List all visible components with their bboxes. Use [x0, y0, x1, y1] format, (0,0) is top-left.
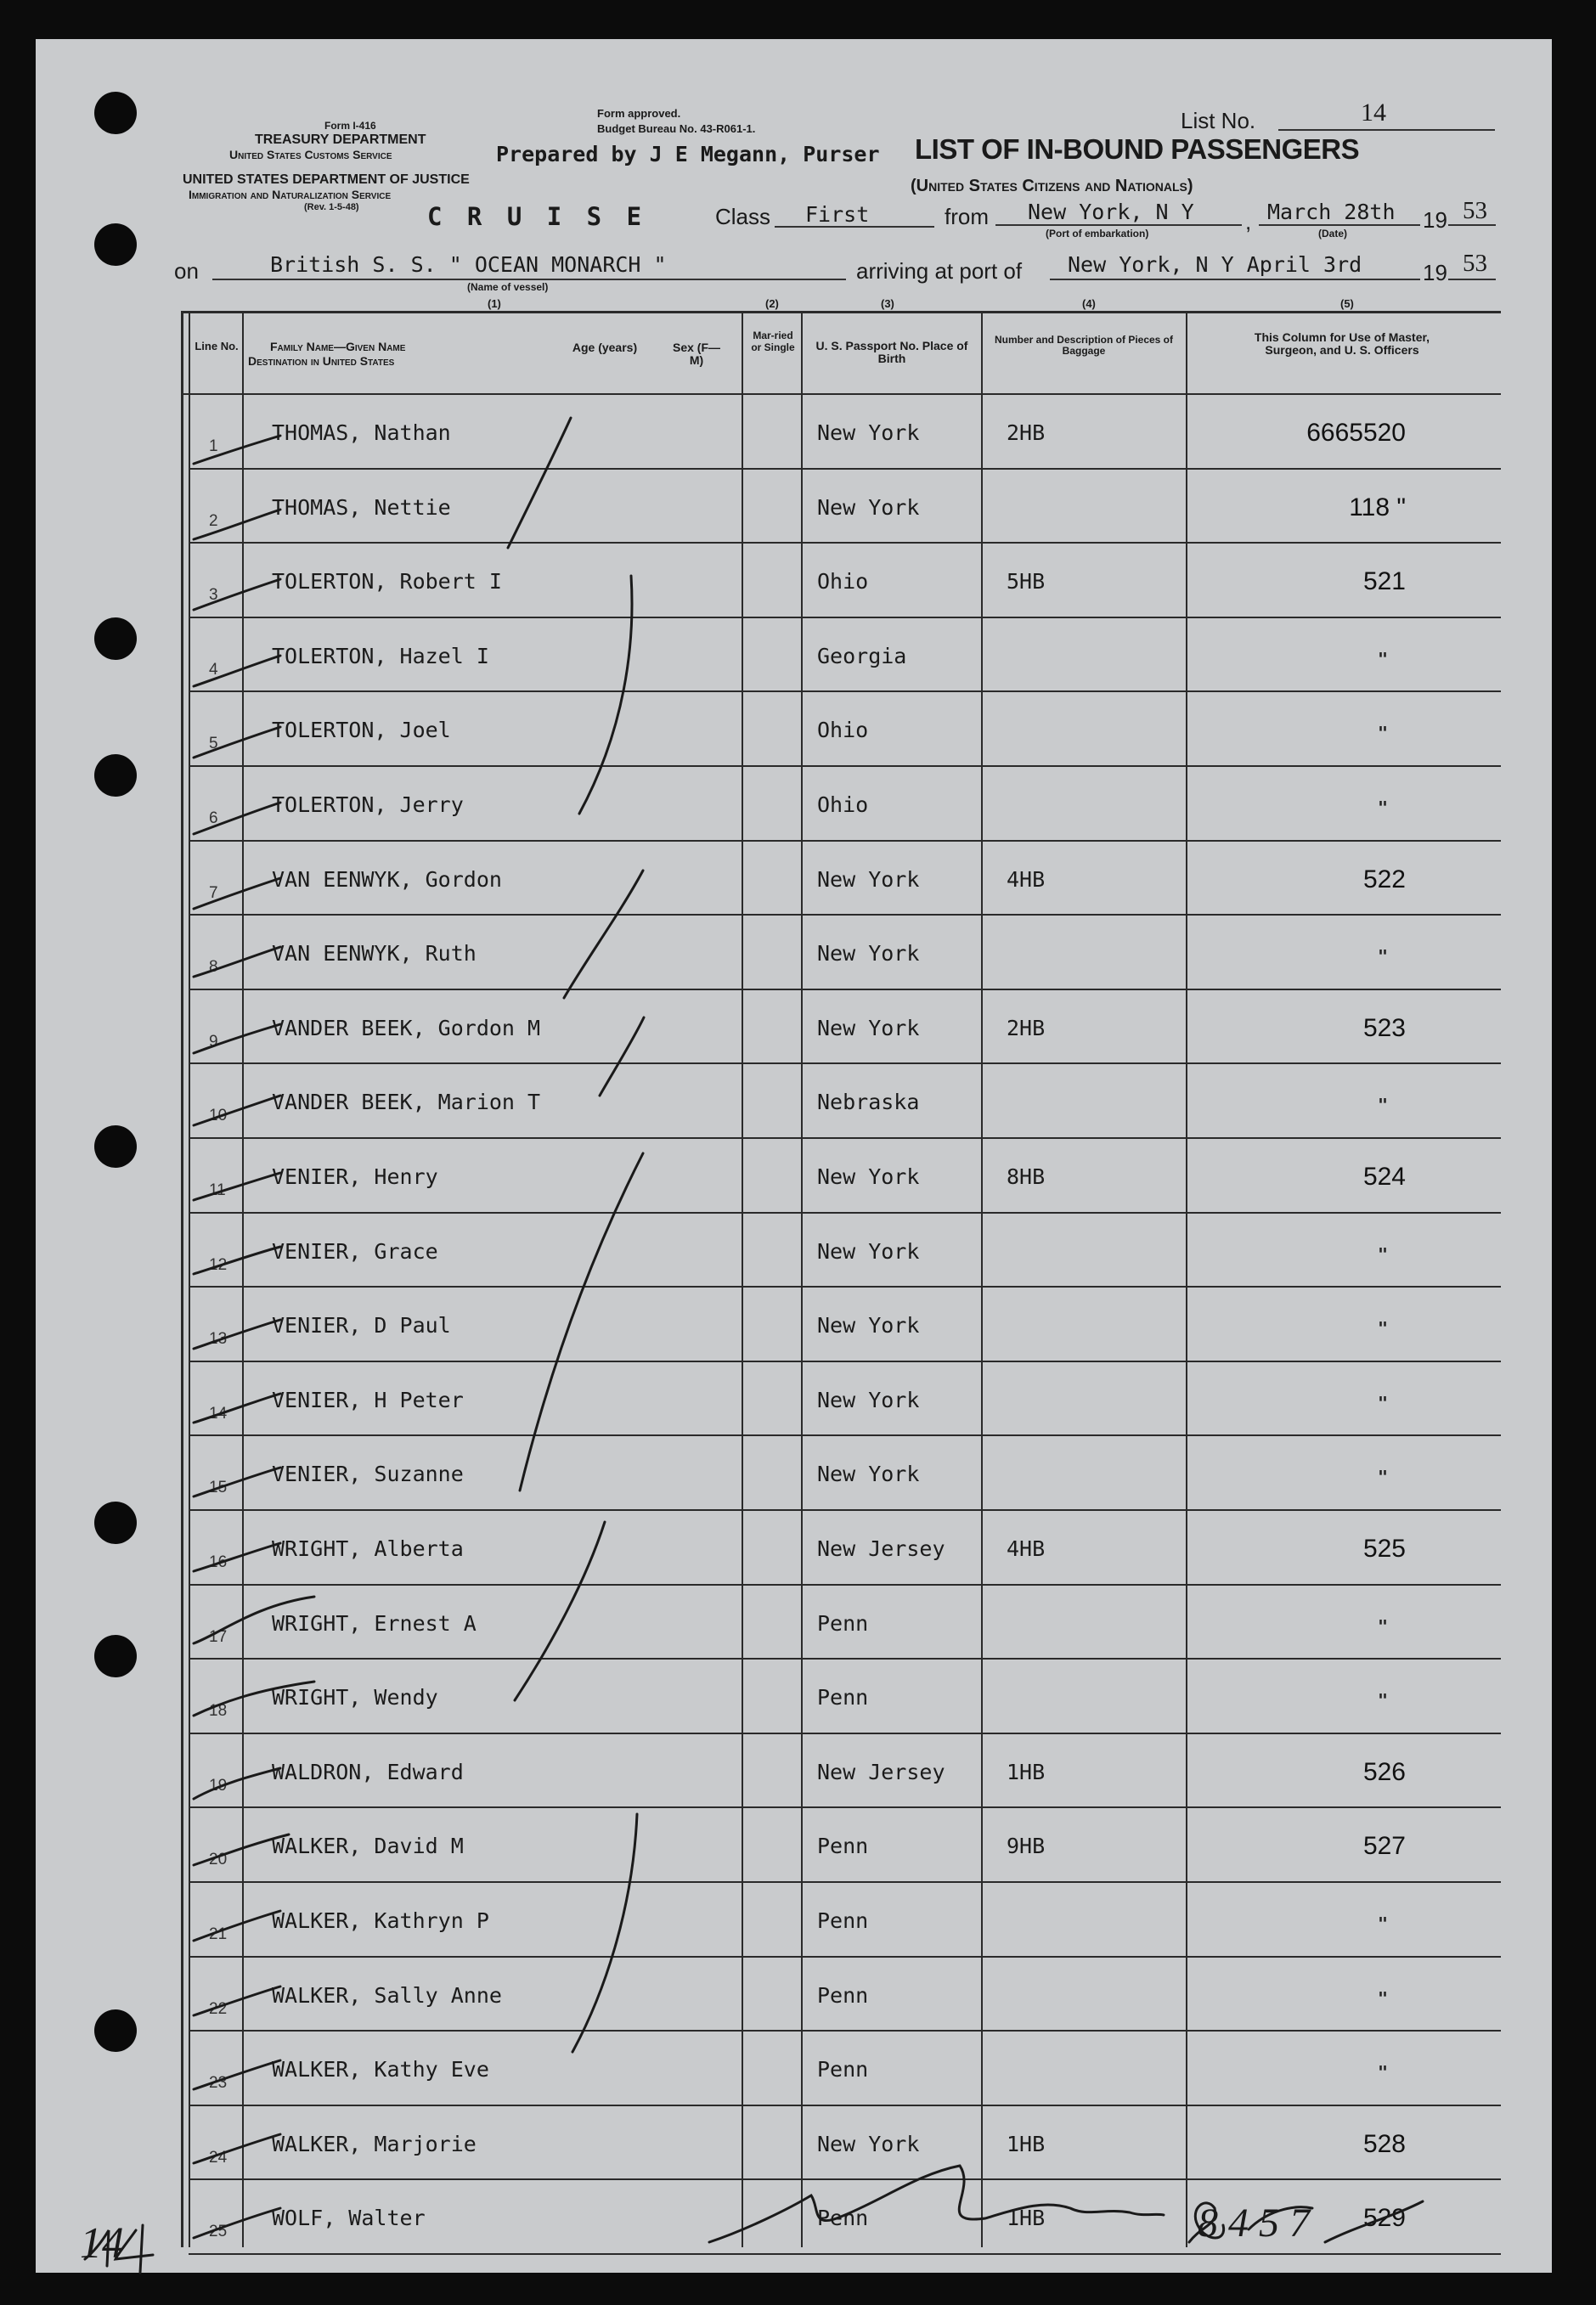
cruise-label: C R U I S E — [427, 202, 647, 231]
line-number: 6 — [209, 809, 218, 827]
year-prefix: 19 — [1423, 207, 1447, 233]
passenger-name: WALDRON, Edward — [272, 1760, 464, 1784]
line-number: 23 — [209, 2074, 228, 2092]
treasury-department: TREASURY DEPARTMENT — [255, 132, 426, 147]
line-number: 25 — [209, 2223, 228, 2240]
line-number: 16 — [209, 1553, 228, 1571]
passenger-name: VENIER, H Peter — [272, 1388, 464, 1412]
vessel-caption: (Name of vessel) — [467, 281, 549, 293]
header-sex: Sex (F—M) — [672, 341, 720, 367]
on-label: on — [174, 258, 199, 284]
prepared-by: Prepared by J E Megann, Purser — [496, 142, 880, 166]
passenger-name: WRIGHT, Ernest A — [272, 1611, 477, 1636]
form-approved: Form approved. — [597, 107, 681, 120]
arrival-port-date: New York, N Y April 3rd — [1068, 252, 1362, 277]
header-married: Mar-ried or Single — [751, 330, 795, 353]
place-of-birth: Nebraska — [817, 1090, 920, 1114]
class-value: First — [805, 202, 870, 227]
baggage-count: 2HB — [1007, 1016, 1046, 1040]
place-of-birth: New York — [817, 495, 920, 520]
line-number: 22 — [209, 2000, 228, 2018]
passenger-name: WRIGHT, Alberta — [272, 1536, 464, 1561]
passenger-name: VENIER, Suzanne — [272, 1462, 464, 1486]
header-officers: This Column for Use of Master, Surgeon, and U. S. Officers — [1254, 330, 1430, 357]
customs-service: United States Customs Service — [229, 148, 392, 161]
place-of-birth: Penn — [817, 1983, 869, 2008]
header-line-no: Line No. — [195, 340, 239, 352]
passenger-name: VAN EENWYK, Gordon — [272, 867, 502, 892]
passenger-name: WALKER, Marjorie — [272, 2132, 477, 2156]
line-number: 1 — [209, 437, 218, 455]
list-number-label: List No. — [1181, 108, 1256, 133]
line-number: 15 — [209, 1479, 228, 1496]
ditto-mark: " — [1378, 1913, 1389, 1934]
place-of-birth: New Jersey — [817, 1760, 945, 1784]
passenger-name: VENIER, D Paul — [272, 1313, 451, 1338]
passenger-name: VENIER, Grace — [272, 1239, 438, 1264]
ditto-mark: " — [1378, 649, 1389, 669]
place-of-birth: Georgia — [817, 644, 907, 668]
ditto-mark: " — [1378, 1616, 1389, 1637]
ditto-mark: " — [1378, 797, 1389, 818]
line-number: 4 — [209, 661, 218, 679]
passenger-name: WRIGHT, Wendy — [272, 1685, 438, 1710]
line-number: 20 — [209, 1851, 228, 1868]
embarkation-port: New York, N Y — [1028, 200, 1194, 224]
header-passport: U. S. Passport No. Place of Birth — [815, 339, 968, 365]
ditto-mark: " — [1378, 1393, 1389, 1413]
ditto-mark: " — [1378, 1095, 1389, 1115]
line-number: 21 — [209, 1925, 228, 1943]
line-number: 5 — [209, 735, 218, 752]
place-of-birth: Penn — [817, 1908, 869, 1933]
port-caption: (Port of embarkation) — [1046, 228, 1149, 240]
form-number: Form I-416 — [324, 120, 376, 132]
line-number: 9 — [209, 1033, 218, 1051]
officer-number: 118 " — [1349, 493, 1406, 521]
line-number: 11 — [209, 1181, 226, 1199]
budget-bureau: Budget Bureau No. 43-R061-1. — [597, 122, 756, 135]
place-of-birth: New York — [817, 2132, 920, 2156]
ins-service: Immigration and Naturalization Service — [189, 188, 392, 201]
officer-number: 529 — [1362, 2204, 1406, 2232]
officer-number: 524 — [1362, 1163, 1406, 1191]
line-number: 24 — [209, 2149, 228, 2167]
ditto-mark: " — [1378, 1318, 1389, 1338]
place-of-birth: New York — [817, 867, 920, 892]
passenger-name: THOMAS, Nathan — [272, 420, 451, 445]
place-of-birth: Penn — [817, 2057, 869, 2082]
line-number: 8 — [209, 958, 218, 976]
baggage-count: 1HB — [1007, 2132, 1046, 2156]
officer-number: 527 — [1362, 1832, 1406, 1860]
arriving-label: arriving at port of — [856, 258, 1023, 284]
baggage-count: 5HB — [1007, 569, 1046, 594]
passenger-name: WOLF, Walter — [272, 2206, 426, 2230]
place-of-birth: Ohio — [817, 792, 869, 817]
embarkation-date: March 28th — [1267, 200, 1396, 224]
baggage-count: 4HB — [1007, 1536, 1046, 1561]
line-number: 10 — [209, 1107, 228, 1124]
column-number-4: (4) — [1082, 297, 1096, 310]
margin-note: 14 — [80, 2219, 124, 2268]
line-number: 17 — [209, 1628, 228, 1646]
ditto-mark: " — [1378, 1244, 1389, 1265]
baggage-count: 4HB — [1007, 867, 1046, 892]
header-baggage: Number and Description of Pieces of Baggage — [994, 334, 1174, 357]
place-of-birth: New York — [817, 1239, 920, 1264]
place-of-birth: New York — [817, 941, 920, 966]
ditto-mark: " — [1378, 2062, 1389, 2082]
revision: (Rev. 1-5-48) — [304, 202, 359, 212]
place-of-birth: New York — [817, 1462, 920, 1486]
place-of-birth: Ohio — [817, 569, 869, 594]
line-number: 2 — [209, 512, 218, 530]
passenger-name: VANDER BEEK, Gordon M — [272, 1016, 541, 1040]
baggage-count: 1HB — [1007, 1760, 1046, 1784]
place-of-birth: Penn — [817, 1685, 869, 1710]
header-age: Age (years) — [572, 341, 638, 354]
place-of-birth: New York — [817, 1313, 920, 1338]
column-number-2: (2) — [765, 297, 779, 310]
baggage-count: 9HB — [1007, 1834, 1046, 1858]
line-number: 12 — [209, 1256, 228, 1274]
column-number-1: (1) — [488, 297, 501, 310]
column-number-5: (5) — [1340, 297, 1354, 310]
passenger-name: VAN EENWYK, Ruth — [272, 941, 477, 966]
passenger-name: TOLERTON, Jerry — [272, 792, 464, 817]
passenger-name: TOLERTON, Hazel I — [272, 644, 489, 668]
arrival-year: 53 — [1463, 250, 1487, 277]
passenger-name: WALKER, David M — [272, 1834, 464, 1858]
place-of-birth: New York — [817, 1388, 920, 1412]
line-number: 14 — [209, 1405, 228, 1423]
baggage-count: 2HB — [1007, 420, 1046, 445]
officer-number: 522 — [1362, 865, 1406, 893]
line-number: 13 — [209, 1330, 228, 1348]
header-name: Family Name—Given Name — [270, 340, 406, 353]
passenger-name: VENIER, Henry — [272, 1164, 438, 1189]
line-number: 3 — [209, 586, 218, 604]
passenger-name: TOLERTON, Robert I — [272, 569, 502, 594]
passenger-name: WALKER, Kathryn P — [272, 1908, 489, 1933]
passenger-name: WALKER, Sally Anne — [272, 1983, 502, 2008]
list-number: 14 — [1361, 99, 1386, 127]
officer-number: 6665520 — [1306, 419, 1406, 447]
passenger-name: WALKER, Kathy Eve — [272, 2057, 489, 2082]
baggage-count: 1HB — [1007, 2206, 1046, 2230]
column-number-3: (3) — [881, 297, 894, 310]
arrival-year-prefix: 19 — [1423, 260, 1447, 285]
date-caption: (Date) — [1318, 228, 1348, 240]
passenger-name: THOMAS, Nettie — [272, 495, 451, 520]
officer-number: 528 — [1362, 2130, 1406, 2158]
vessel-name: British S. S. " OCEAN MONARCH " — [270, 252, 667, 277]
place-of-birth: Penn — [817, 1611, 869, 1636]
baggage-count: 8HB — [1007, 1164, 1046, 1189]
officer-number: 526 — [1362, 1758, 1406, 1786]
class-label: Class — [715, 204, 771, 229]
ditto-mark: " — [1378, 1988, 1389, 2009]
place-of-birth: Ohio — [817, 718, 869, 742]
place-of-birth: Penn — [817, 1834, 869, 1858]
department-of-justice: UNITED STATES DEPARTMENT OF JUSTICE — [183, 172, 470, 187]
passenger-name: VANDER BEEK, Marion T — [272, 1090, 541, 1114]
document-title: LIST OF IN-BOUND PASSENGERS — [915, 133, 1360, 165]
place-of-birth: New York — [817, 1164, 920, 1189]
place-of-birth: New York — [817, 420, 920, 445]
from-label: from — [945, 204, 989, 229]
ditto-mark: " — [1378, 723, 1389, 743]
passenger-name: TOLERTON, Joel — [272, 718, 451, 742]
ditto-mark: " — [1378, 1690, 1389, 1710]
place-of-birth: New Jersey — [817, 1536, 945, 1561]
place-of-birth: Penn — [817, 2206, 869, 2230]
document-subtitle: (United States Citizens and Nationals) — [911, 177, 1193, 195]
line-number: 7 — [209, 884, 218, 902]
embarkation-year: 53 — [1463, 197, 1487, 224]
line-number: 19 — [209, 1777, 228, 1795]
officer-number: 525 — [1362, 1535, 1406, 1563]
ditto-mark: " — [1378, 1467, 1389, 1487]
bottom-scrawl: 8 4 5 7 — [1198, 2201, 1310, 2246]
place-of-birth: New York — [817, 1016, 920, 1040]
header-destination: Destination in United States — [248, 354, 395, 368]
officer-number: 523 — [1362, 1014, 1406, 1042]
officer-number: 521 — [1362, 567, 1406, 595]
line-number: 18 — [209, 1702, 228, 1720]
ditto-mark: " — [1378, 946, 1389, 967]
